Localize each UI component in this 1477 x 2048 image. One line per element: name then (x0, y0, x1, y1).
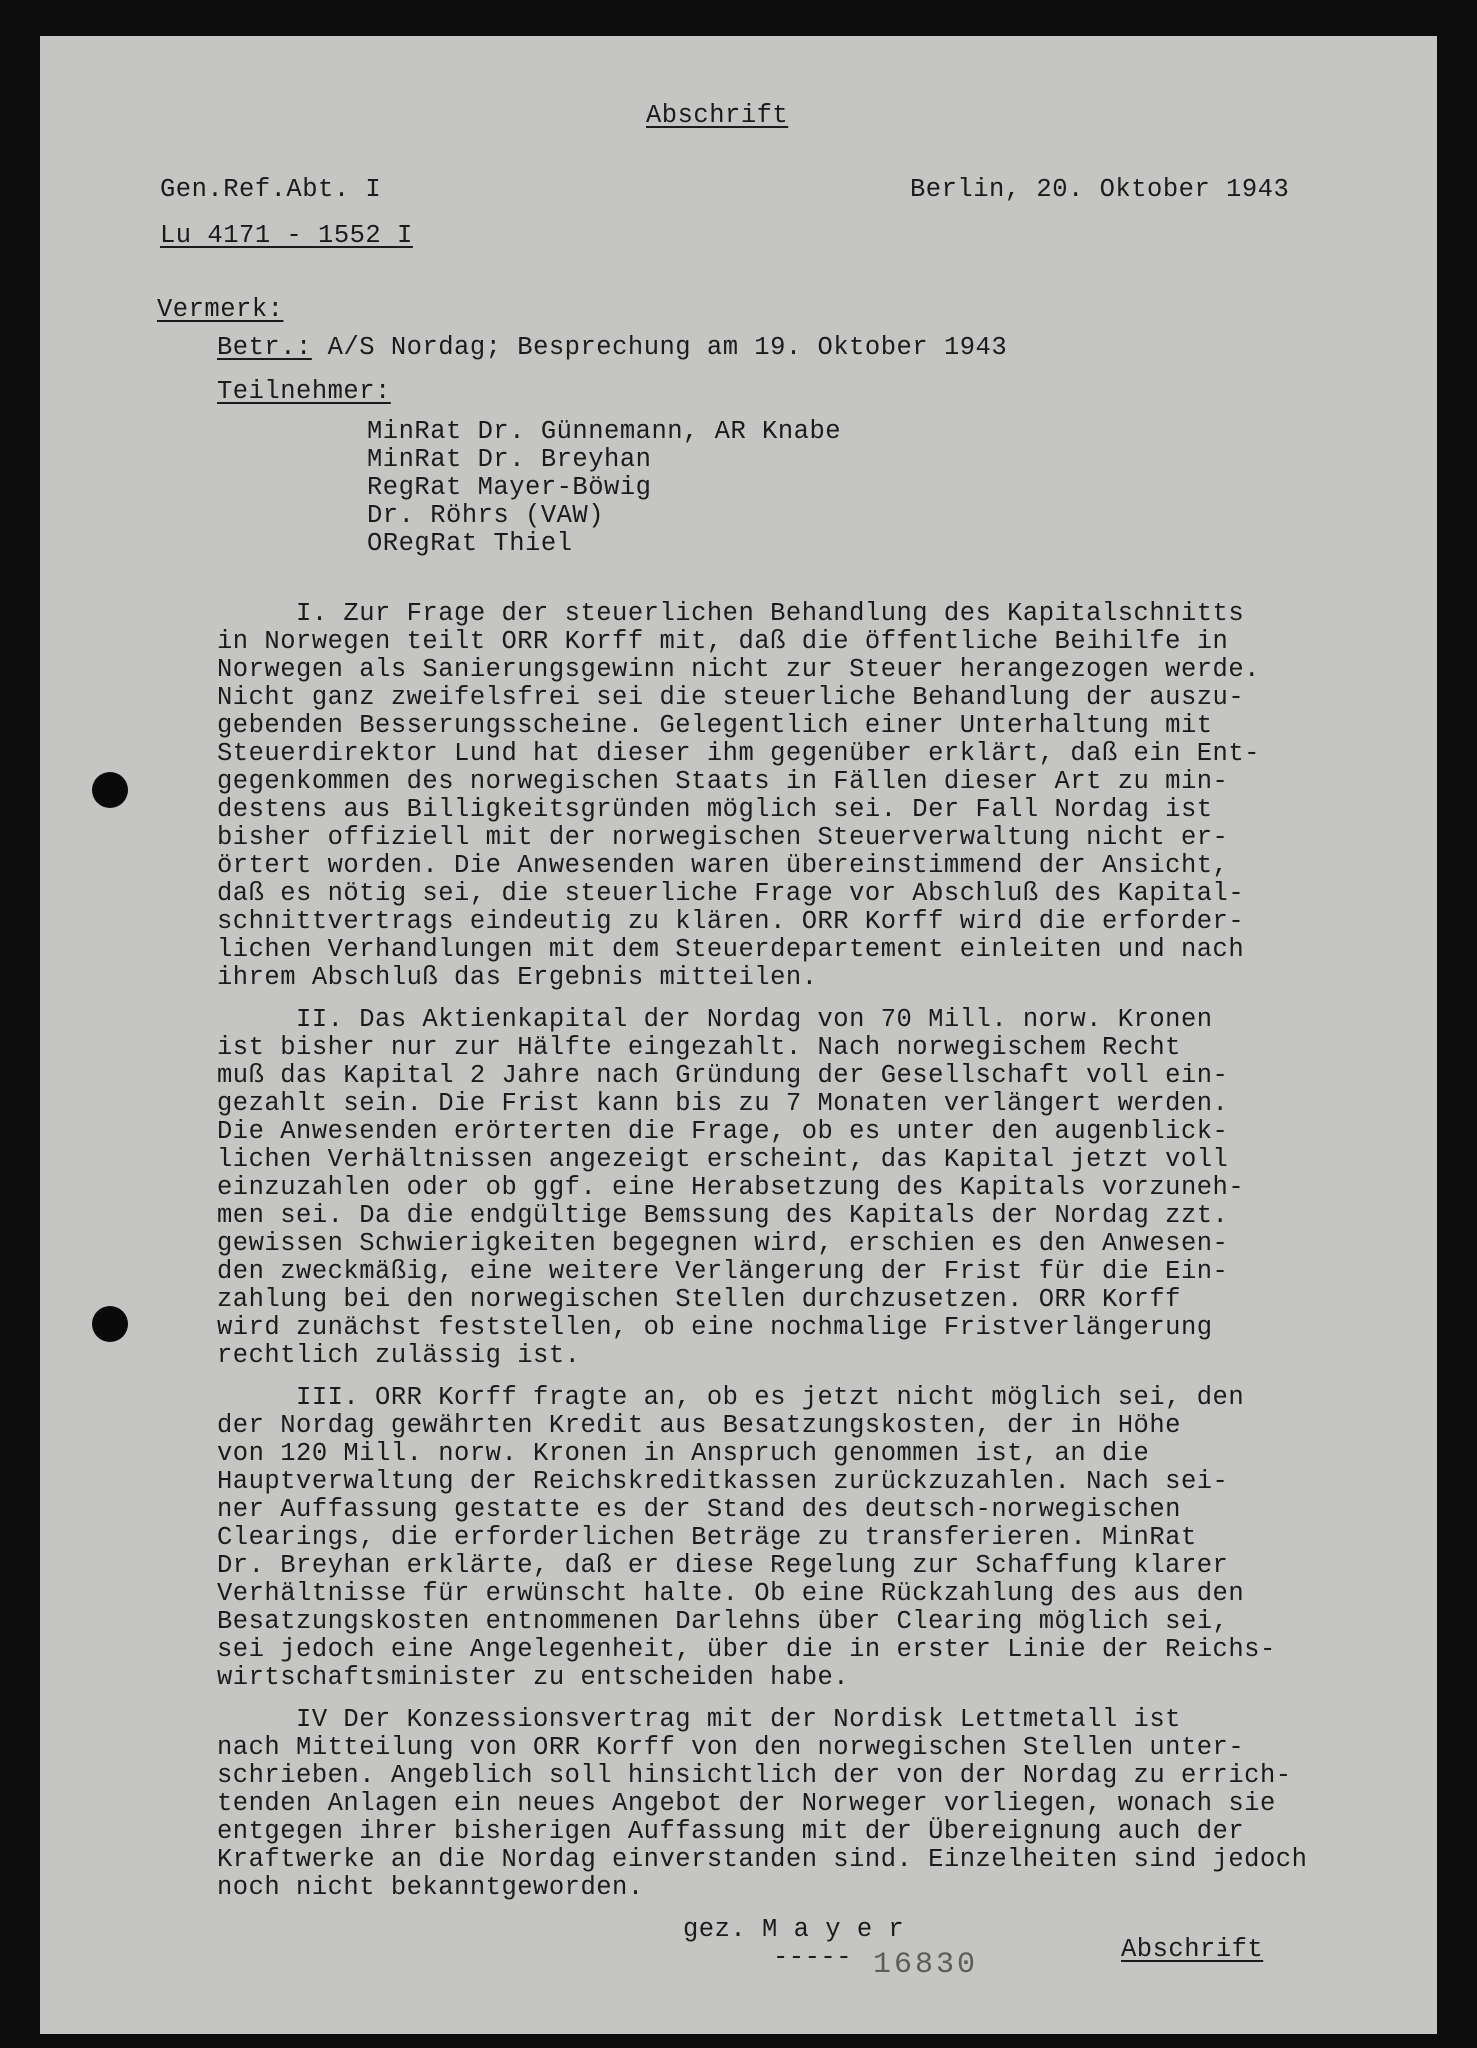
text-line: Clearings, die erforderlichen Beträge zu transferieren. MinRat (217, 1523, 1197, 1552)
text-line: ner Auffassung gestatte es der Stand des deutsch-norwegischen (217, 1495, 1181, 1524)
punch-hole-top (92, 772, 128, 808)
text-line: lichen Verhältnissen angezeigt erscheint, das Kapital jetzt voll (217, 1145, 1229, 1174)
text-line: der Nordag gewährten Kredit aus Besatzungskosten, der in Höhe (217, 1411, 1181, 1440)
text-line: Norwegen als Sanierungsgewinn nicht zur Steuer herangezogen werde. (217, 655, 1260, 684)
text-line: I. Zur Frage der steuerlichen Behandlung des Kapitalschnitts (217, 599, 1245, 628)
text-line: Steuerdirektor Lund hat dieser ihm gegenüber erklärt, daß ein Ent- (217, 739, 1260, 768)
participant: Dr. Röhrs (VAW) (367, 501, 605, 530)
text-line: daß es nötig sei, die steuerliche Frage vor Abschluß des Kapital- (217, 879, 1245, 908)
text-line: muß das Kapital 2 Jahre nach Gründung der Gesellschaft voll ein- (217, 1061, 1229, 1090)
footer-copy-mark: Abschrift (1121, 1935, 1264, 1964)
archive-number-stamp: 16830 (873, 1948, 979, 1982)
text-line: schrieben. Angeblich soll hinsichtlich der von der Nordag zu errich- (217, 1761, 1292, 1790)
participants-label: Teilnehmer: (217, 377, 391, 406)
subject-line (217, 334, 1007, 362)
text-line: entgegen ihrer bisherigen Auffassung mit der Übereignung auch der (217, 1817, 1245, 1846)
text-line: örtert worden. Die Anwesenden waren übereinstimmend der Ansicht, (217, 851, 1229, 880)
subject-label: Betr.: (217, 333, 312, 362)
text-line: Dr. Breyhan erklärte, daß er diese Regelung zur Schaffung klarer (217, 1551, 1229, 1580)
text-line: tenden Anlagen ein neues Angebot der Norweger vorliegen, wonach sie (217, 1789, 1276, 1818)
reference-department: Gen.Ref.Abt. I (160, 175, 382, 204)
text-line: gebenden Besserungsscheine. Gelegentlich einer Unterhaltung mit (217, 711, 1213, 740)
text-line: gezahlt sein. Die Frist kann bis zu 7 Monaten verlängert werden. (217, 1089, 1229, 1118)
text-line: bisher offiziell mit der norwegischen Steuerverwaltung nicht er- (217, 823, 1229, 852)
text-line: gegenkommen des norwegischen Staats in Fällen dieser Art zu min- (217, 767, 1229, 796)
text-line: Nicht ganz zweifelsfrei sei die steuerliche Behandlung der auszu- (217, 683, 1245, 712)
text-line: nach Mitteilung von ORR Korff von den norwegischen Stellen unter- (217, 1733, 1245, 1762)
text-line: Kraftwerke an die Nordag einverstanden sind. Einzelheiten sind jedoch (217, 1845, 1308, 1874)
text-line: II. Das Aktienkapital der Nordag von 70 Mill. norw. Kronen (217, 1005, 1213, 1034)
punch-hole-bottom (92, 1306, 128, 1342)
text-line: men sei. Da die endgültige Bemssung des Kapitals der Nordag zzt. (217, 1201, 1229, 1230)
text-line: III. ORR Korff fragte an, ob es jetzt nicht möglich sei, den (217, 1383, 1245, 1412)
text-line: Hauptverwaltung der Reichskreditkassen zurückzuzahlen. Nach sei- (217, 1467, 1229, 1496)
place-date: Berlin, 20. Oktober 1943 (910, 175, 1290, 204)
text-line: lichen Verhandlungen mit dem Steuerdepartement einleiten und nach (217, 935, 1245, 964)
text-line: rechtlich zulässig ist. (217, 1341, 581, 1370)
text-line: Verhältnisse für erwünscht halte. Ob eine Rückzahlung des aus den (217, 1579, 1245, 1608)
text-line: von 120 Mill. norw. Kronen in Anspruch genommen ist, an die (217, 1439, 1150, 1468)
text-line: zahlung bei den norwegischen Stellen durchzusetzen. ORR Korff (217, 1285, 1181, 1314)
reference-number: Lu 4171 - 1552 I (160, 221, 413, 250)
signature-dashes: ----- (773, 1943, 853, 1972)
text-line: den zweckmäßig, eine weitere Verlängerung der Frist für die Ein- (217, 1257, 1229, 1286)
text-line: einzuzahlen oder ob ggf. eine Herabsetzung des Kapitals vorzuneh- (217, 1173, 1245, 1202)
document-heading: Abschrift (646, 101, 789, 130)
text-line: Die Anwesenden erörterten die Frage, ob es unter den augenblick- (217, 1117, 1229, 1146)
subject-text: A/S Nordag; Besprechung am 19. Oktober 1943 (327, 333, 1008, 362)
participant: MinRat Dr. Günnemann, AR Knabe (367, 417, 842, 446)
text-line: in Norwegen teilt ORR Korff mit, daß die öffentliche Beihilfe in (217, 627, 1229, 656)
text-line: sei jedoch eine Angelegenheit, über die in erster Linie der Reichs- (217, 1635, 1276, 1664)
text-line: schnittvertrags eindeutig zu klären. ORR Korff wird die erforder- (217, 907, 1245, 936)
text-line: ist bisher nur zur Hälfte eingezahlt. Nach norwegischem Recht (217, 1033, 1181, 1062)
note-label: Vermerk: (157, 295, 284, 324)
text-line: gewissen Schwierigkeiten begegnen wird, erschien es den Anwesen- (217, 1229, 1229, 1258)
participant: ORegRat Thiel (367, 529, 573, 558)
signature: gez. M a y e r (683, 1915, 905, 1944)
text-line: wirtschaftsminister zu entscheiden habe. (217, 1663, 850, 1692)
document-page (40, 36, 1437, 2034)
participant: RegRat Mayer-Böwig (367, 473, 652, 502)
text-line: ihrem Abschluß das Ergebnis mitteilen. (217, 963, 818, 992)
participant: MinRat Dr. Breyhan (367, 445, 652, 474)
text-line: noch nicht bekanntgeworden. (217, 1873, 644, 1902)
text-line: IV Der Konzessionsvertrag mit der Nordisk Lettmetall ist (217, 1705, 1181, 1734)
text-line: wird zunächst feststellen, ob eine nochmalige Fristverlängerung (217, 1313, 1213, 1342)
text-line: Besatzungskosten entnommenen Darlehns über Clearing möglich sei, (217, 1607, 1229, 1636)
text-line: destens aus Billigkeitsgründen möglich sei. Der Fall Nordag ist (217, 795, 1213, 824)
